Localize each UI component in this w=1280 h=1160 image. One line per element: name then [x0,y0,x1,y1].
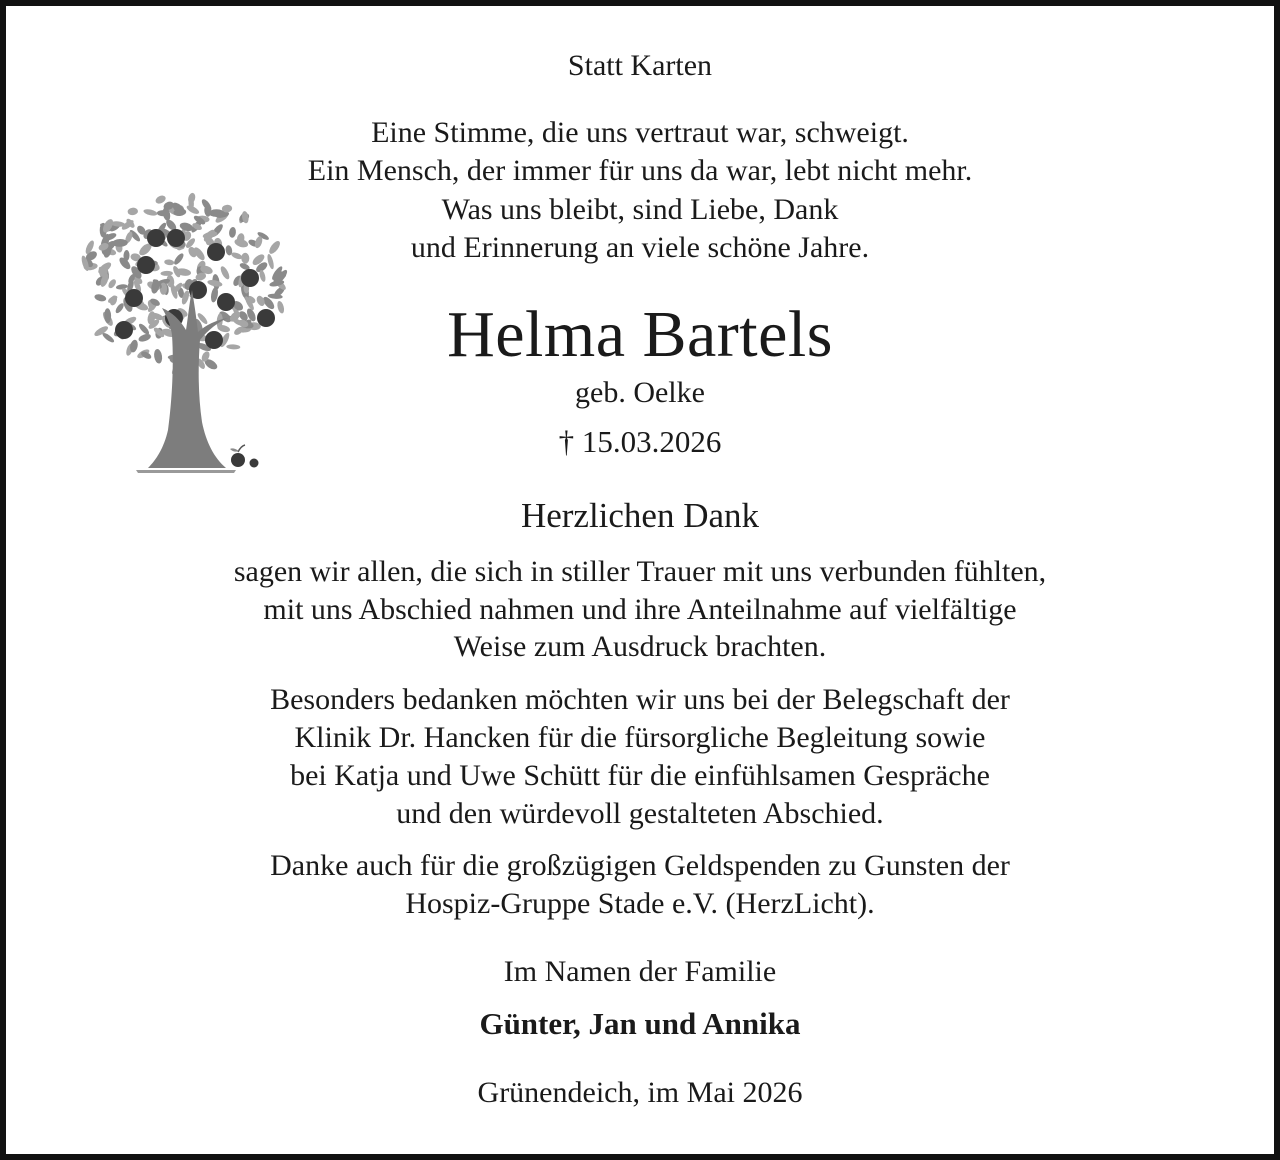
tree-leaf [160,271,172,276]
tree-leaf [219,265,231,281]
family-names: Günter, Jan und Annika [479,1006,801,1041]
birth-name: geb. Oelke [575,376,705,409]
tree-ground [136,470,236,473]
poem-line: Was uns bleibt, sind Liebe, Dank [441,193,839,226]
special-thanks-line: Klinik Dr. Hancken für die fürsorgliche Begleitung sowie [294,721,986,754]
donation-line: Hospiz-Gruppe Stade e.V. (HerzLicht). [405,887,875,920]
thanks-line: mit uns Abschied nahmen und ihre Anteilnahme auf vielfältige [263,593,1017,626]
special-thanks-line: bei Katja und Uwe Schütt für die einfühlsamen Gespräche [290,759,990,792]
thanks-line: Weise zum Ausdruck brachten. [453,630,827,663]
poem-line: und Erinnerung an viele schöne Jahre. [410,231,870,264]
poem-line: Eine Stimme, die uns vertraut war, schweigt. [371,116,909,149]
thanks-line: sagen wir allen, die sich in stiller Trauer mit uns verbunden fühlten, [233,555,1047,588]
donation-line: Danke auch für die großzügigen Geldspenden zu Gunsten der [270,849,1010,882]
poem-line: Ein Mensch, der immer für uns da war, lebt nicht mehr. [307,154,973,187]
apple [241,269,259,287]
header-text: Statt Karten [567,49,713,82]
family-intro: Im Namen der Familie [503,955,777,988]
special-thanks-line: und den würdevoll gestalteten Abschied. [396,797,884,830]
tree-leaf [116,284,128,290]
tree-leaf [107,278,118,290]
death-date: † 15.03.2026 [558,424,722,459]
deceased-name: Helma Bartels [447,298,833,371]
special-thanks-line: Besonders bedanken möchten wir uns bei der Belegschaft der [270,683,1010,716]
thanks-heading: Herzlichen Dank [520,496,760,535]
place-date: Grünendeich, im Mai 2026 [477,1076,803,1109]
